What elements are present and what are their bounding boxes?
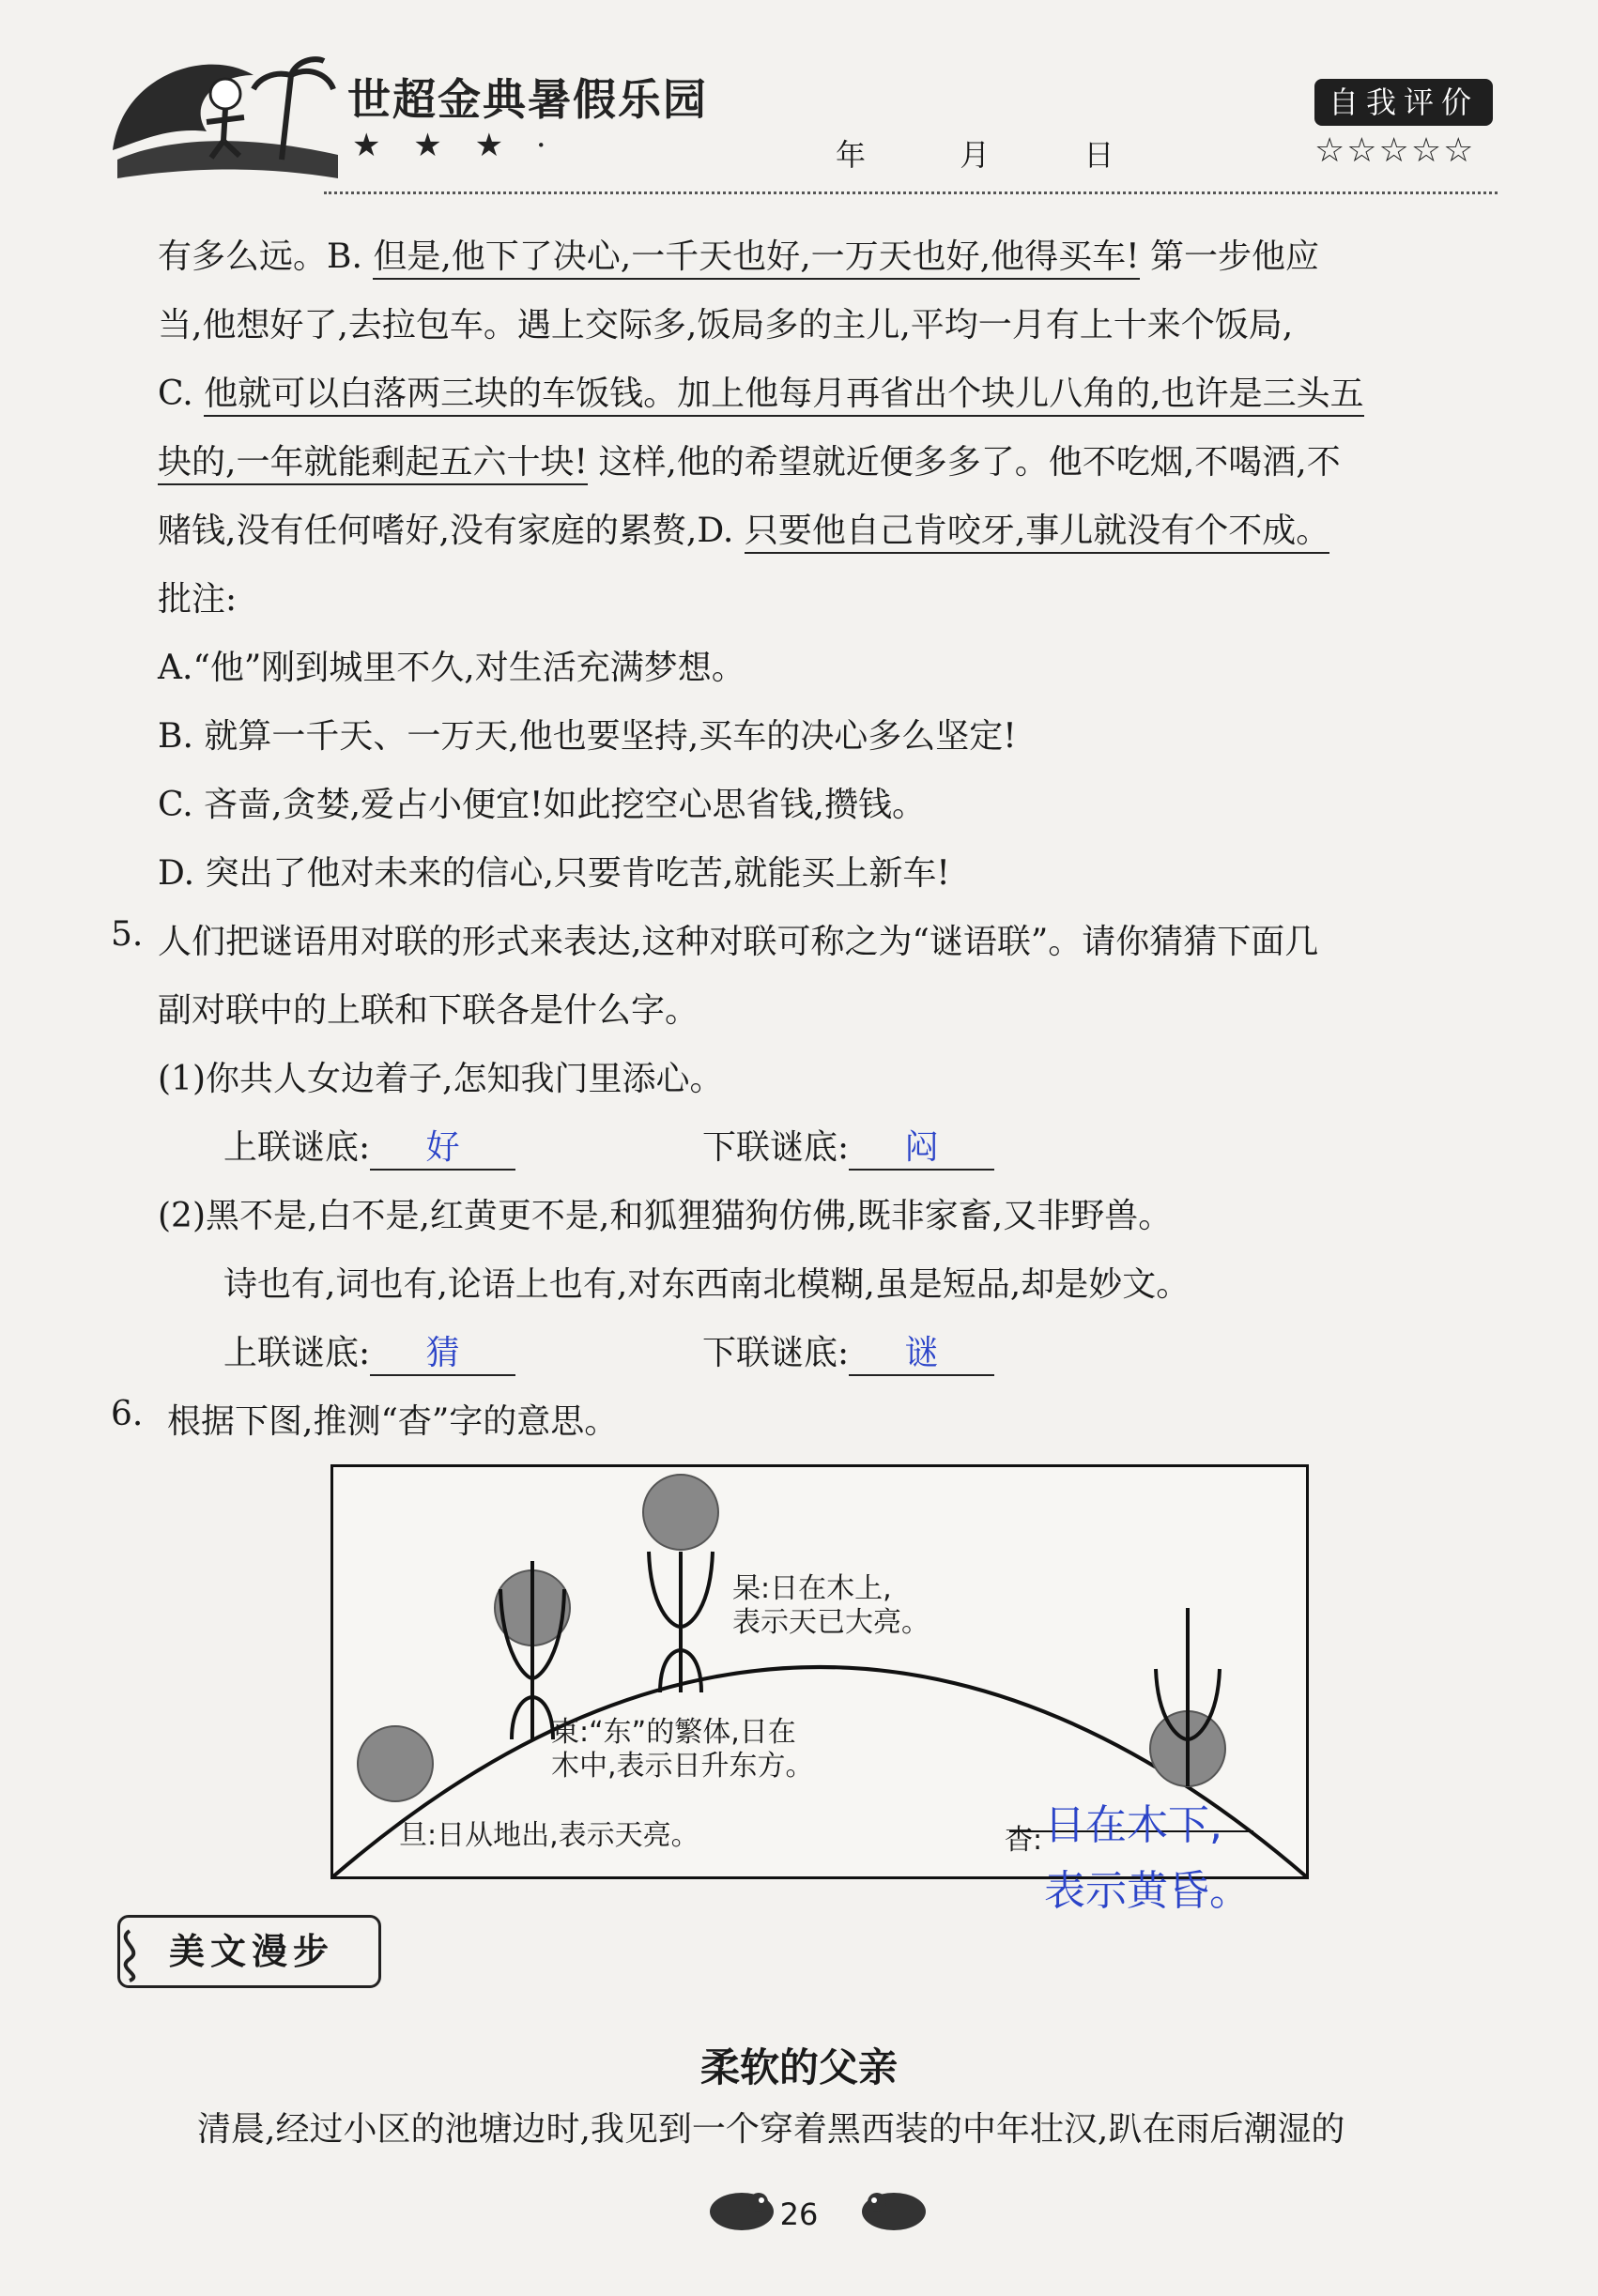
q5-1-lower: 下联谜底: 闷 [702,1121,994,1171]
passage-line: 赌钱,没有任何嗜好,没有家庭的累赘,D. 只要他自己肯咬牙,事儿就没有个不成。 [158,504,1329,552]
q5-couplet-2: (2)黑不是,白不是,红黄更不是,和狐狸猫狗仿佛,既非家畜,又非野兽。 [158,1197,1173,1235]
q5-couplet-1: (1)你共人女边着子,怎知我门里添心。 [158,1060,724,1098]
date-month-label: 月 [960,137,991,173]
annotation-item: A.“他”刚到城里不久,对生活充满梦想。 [158,649,745,687]
label-yao: 杳: [1005,1824,1043,1857]
knot-icon [111,1926,148,1982]
q5-1-upper: 上联谜底: 好 [223,1121,515,1171]
page-number: 26 [779,2197,819,2232]
q6-number: 6. [111,1395,144,1433]
brand-stars-icon: ★ ★ ★ · [352,127,558,164]
bird-right-icon [856,2180,941,2236]
header-divider [324,191,1498,194]
yao-answer[interactable]: 表示黄昏。 [1044,1867,1251,1915]
q5-prompt: 副对联中的上联和下联各是什么字。 [158,991,699,1030]
label-dong: 東:“东”的繁体,日在 [551,1716,796,1749]
brand-title: 世超金典暑假乐园 [347,74,708,125]
label-gao: 表示天已大亮。 [732,1606,930,1639]
label-dong: 木中,表示日升东方。 [551,1750,814,1783]
section-tag: 美文漫步 [117,1915,381,1988]
annotation-item: B. 就算一千天、一万天,他也要坚持,买车的决心多么坚定! [158,717,1017,756]
rating-stars-icon[interactable]: ☆☆☆☆☆ [1314,131,1476,170]
q5-2-lower: 下联谜底: 谜 [702,1326,994,1376]
label-gao: 杲:日在木上, [732,1572,892,1605]
q5-couplet-2: 诗也有,词也有,论语上也有,对东西南北模糊,虽是短品,却是妙文。 [223,1265,1191,1304]
annotation-label: 批注: [158,580,238,619]
annotation-item: D. 突出了他对未来的信心,只要肯吃苦,就能买上新车! [158,854,950,893]
article-title: 柔软的父亲 [699,2044,898,2090]
date-day-label: 日 [1083,137,1114,173]
answer-field[interactable]: 谜 [849,1326,994,1376]
surfer-logo-icon [103,38,347,197]
label-dan: 旦:日从地出,表示天亮。 [399,1819,699,1852]
passage-line: 当,他想好了,去拉包车。遇上交际多,饭局多的主儿,平均一月有上十来个饭局, [158,306,1294,344]
q5-2-upper: 上联谜底: 猜 [223,1326,515,1376]
passage-line: 有多么远。B. 但是,他下了决心,一千天也好,一万天也好,他得买车! 第一步他应 [158,230,1319,278]
self-eval-badge: 自我评价 [1314,79,1493,126]
article-first-line: 清晨,经过小区的池塘边时,我见到一个穿着黑西装的中年壮汉,趴在雨后潮湿的 [197,2110,1345,2149]
answer-field[interactable]: 闷 [849,1121,994,1171]
answer-field[interactable]: 好 [370,1121,515,1171]
yao-answer[interactable]: 日在木下, [1044,1801,1222,1849]
answer-field[interactable]: 猜 [370,1326,515,1376]
q5-number: 5. [111,915,144,954]
date-field [836,131,1198,175]
passage-line: C. 他就可以白落两三块的车饭钱。加上他每月再省出个块儿八角的,也许是三头五 [158,367,1364,415]
annotation-item: C. 吝啬,贪婪,爱占小便宜!如此挖空心思省钱,攒钱。 [158,786,926,824]
q6-prompt: 根据下图,推测“杳”字的意思。 [167,1402,619,1441]
date-year-label: 年 [836,137,867,173]
passage-line: 块的,一年就能剩起五六十块! 这样,他的希望就近便多多了。他不吃烟,不喝酒,不 [158,436,1341,483]
q5-prompt: 人们把谜语用对联的形式来表达,这种对联可称之为“谜语联”。请你猜猜下面几 [158,923,1319,961]
